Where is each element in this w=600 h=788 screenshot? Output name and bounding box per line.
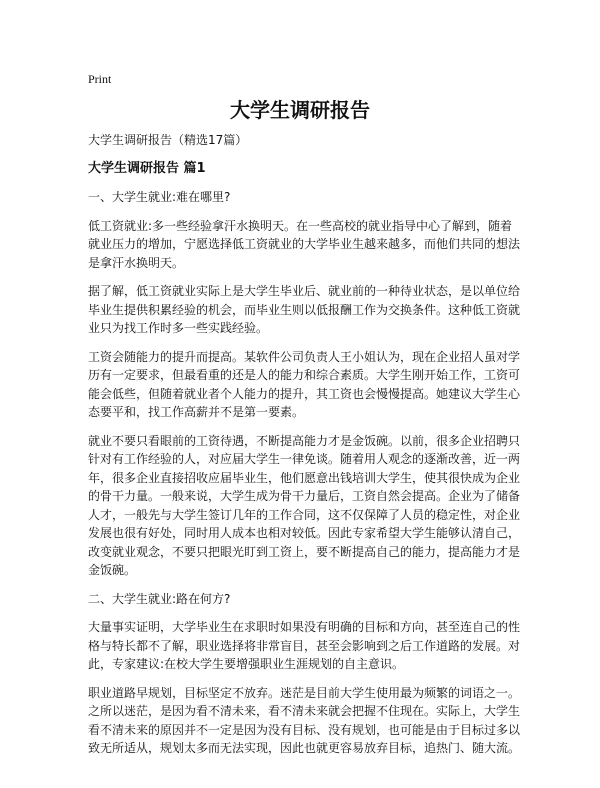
page-title: 大学生调研报告	[230, 98, 370, 122]
heading-1: 一、大学生就业:难在哪里?	[88, 190, 231, 204]
section-title: 大学生调研报告 篇1	[88, 160, 206, 176]
paragraph: 就业不要只看眼前的工资待遇，不断提高能力才是金饭碗。以前，很多企业招聘只针对有工作经验的人，对应届大学生一律免谈。随着用人观念的逐渐改善，近一两年，很多企业直接招收应届毕业生，他们愿意出钱培训大学生，使其很快成为企业的骨干力量。一般来说，大学生成为骨干力量后，工资自然会提高。企业为了储备人才，一般先与大学生签订几年的工作合同，这不仅保障了人员的稳定性，对企业发展也很有好处，同时用人成本也相对较低。因此专家希望大学生能够认清自己，改变就业观念，不要只把眼光盯到工资上，要不断提高自己的能力，提高能力才是金饭碗。	[88, 433, 521, 577]
paragraph: 工资会随能力的提升而提高。某软件公司负责人王小姐认为，现在企业招人虽对学历有一定要求，但最看重的还是人的能力和综合素质。大学生刚开始工作，工资可能会低些，但随着就业者个人能力的提升，其工资也会慢慢提高。她建议大学生心态要平和，找工作高薪并不是第一要素。	[88, 349, 521, 419]
paragraph: 低工资就业:多一些经验拿汗水换明天。在一些高校的就业指导中心了解到，随着就业压力的增加，宁愿选择低工资就业的大学毕业生越来越多，而他们共同的想法是拿汗水换明天。	[88, 218, 521, 270]
document-body	[88, 0, 520, 788]
paragraph: 大量事实证明，大学毕业生在求职时如果没有明确的目标和方向，甚至连自己的性格与特长都不了解，职业选择将非常盲目，甚至会影响到之后工作道路的发展。对此，专家建议:在校大学生要增强职业生涯规划的自主意识。	[88, 620, 521, 671]
paragraph: 职业道路早规划，目标坚定不放弃。迷茫是目前大学生使用最为频繁的词语之一。之所以迷茫，是因为看不清未来，看不清未来就会把握不住现在。实际上，大学生看不清未来的原因并不一定是因为没有目标、没有规划，也可能是由于目标过多以致无所适从，规划太多而无法实现，因此也就更容易放弃目标，追热门、随大流。	[88, 685, 521, 755]
document-subtitle: 大学生调研报告（精选17篇）	[88, 133, 248, 147]
print-link[interactable]: Print	[88, 72, 112, 86]
paragraph: 据了解，低工资就业实际上是大学生毕业后、就业前的一种待业状态，是以单位给毕业生提供积累经验的机会，而毕业生则以低报酬工作为交换条件。这种低工资就业只为找工作时多一些实践经验。	[88, 284, 521, 335]
heading-2: 二、大学生就业:路在何方?	[88, 591, 231, 606]
